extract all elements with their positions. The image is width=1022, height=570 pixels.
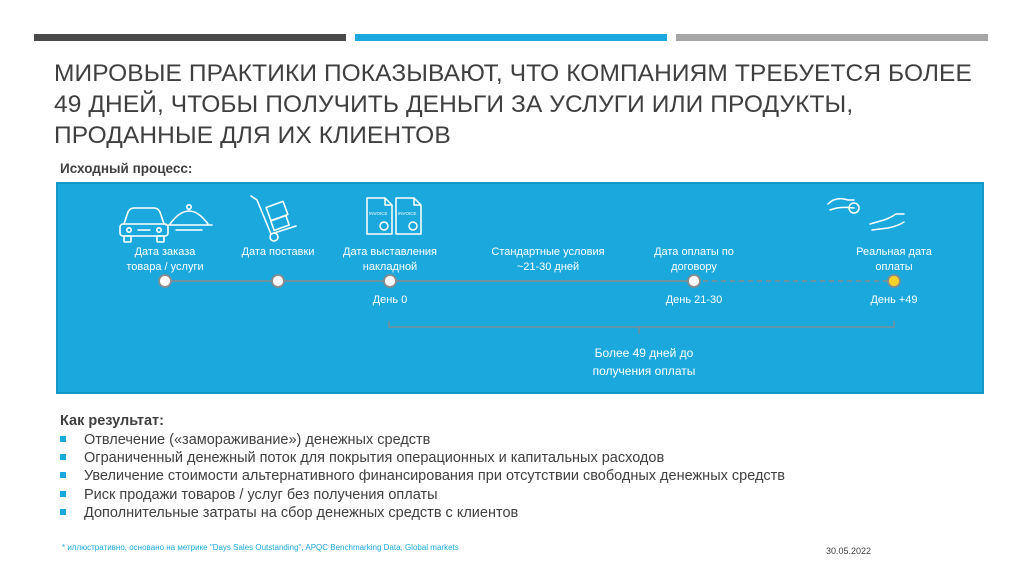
result-item-text: Отвлечение («замораживание») денежных средств	[84, 432, 431, 448]
stage-label: ~21-30 дней	[516, 261, 580, 273]
span-bracket	[389, 321, 894, 327]
stage-day-label: День 0	[372, 294, 408, 306]
result-item-text: Дополнительные затраты на сбор денежных средств с клиентов	[84, 504, 519, 521]
span-label-line-2: получения оплаты	[592, 364, 696, 378]
result-item-text: Ограниченный денежный поток для покрытия операционных и капитальных расходов	[84, 450, 665, 467]
stage-label: оплаты	[875, 261, 913, 273]
stage-label: Дата заказа	[134, 246, 196, 258]
result-item	[60, 486, 785, 504]
bullet-square-icon	[60, 436, 66, 442]
stage-label: накладной	[362, 261, 418, 273]
invoice-icon	[367, 198, 421, 234]
header-bar-dark	[34, 34, 346, 41]
svg-text:INVOICE: INVOICE	[369, 211, 388, 216]
span-label-line-1: Более 49 дней до	[594, 346, 694, 360]
result-item-text: Увеличение стоимости альтернативного финансирования при отсутствии свободных денежных средств	[84, 468, 786, 485]
car-icon	[120, 208, 168, 242]
cloche-icon	[166, 205, 212, 230]
result-label: Как результат:	[60, 413, 164, 429]
result-list	[60, 431, 785, 522]
payment-hand-icon	[828, 199, 904, 230]
slide-date: 30.05.2022	[826, 546, 872, 556]
stage-label: договору	[671, 261, 717, 273]
stage-dot	[688, 275, 700, 287]
bullet-square-icon	[60, 472, 66, 478]
page-title: МИРОВЫЕ ПРАКТИКИ ПОКАЗЫВАЮТ, ЧТО КОМПАНИЯМ ТРЕБУЕТСЯ БОЛЕЕ 49 ДНЕЙ, ЧТОБЫ ПОЛУЧИТЬ ДЕНЬГИ ЗА УСЛУГИ ИЛИ ПРОДУКТЫ, ПРОДАННЫЕ ДЛЯ ИХ КЛИЕНТОВ	[54, 60, 972, 149]
bullet-square-icon	[60, 454, 66, 460]
stage-label: Реальная дата	[856, 246, 932, 258]
result-item	[60, 504, 785, 522]
stage-label: товара / услуги	[126, 261, 204, 273]
stage-label: Дата оплаты по	[654, 246, 734, 258]
hand-truck-icon	[251, 196, 296, 241]
stage-day-label: День +49	[870, 294, 918, 306]
process-panel	[56, 182, 984, 394]
stage-label: Дата выставления	[343, 246, 437, 258]
header-bar-gray	[676, 34, 988, 41]
result-item	[60, 431, 785, 449]
stage-dot	[159, 275, 171, 287]
stage-label: Стандартные условия	[491, 246, 605, 258]
process-label: Исходный процесс:	[60, 161, 193, 176]
stage-dot-final	[888, 275, 900, 287]
result-item	[60, 467, 785, 485]
result-item-text: Риск продажи товаров / услуг без получения оплаты	[84, 486, 438, 503]
stage-dot	[272, 275, 284, 287]
stage-label: Дата поставки	[241, 246, 315, 258]
bullet-square-icon	[60, 491, 66, 497]
stage-day-label: День 21-30	[665, 294, 723, 306]
svg-text:INVOICE: INVOICE	[398, 211, 417, 216]
footnote: * иллюстративно, основано на метрике "Days Sales Outstanding", APQC Benchmarking Data, Global markets	[62, 543, 459, 552]
result-item	[60, 449, 785, 467]
header-bar-blue	[355, 34, 667, 41]
bullet-square-icon	[60, 509, 66, 515]
stage-dot	[384, 275, 396, 287]
